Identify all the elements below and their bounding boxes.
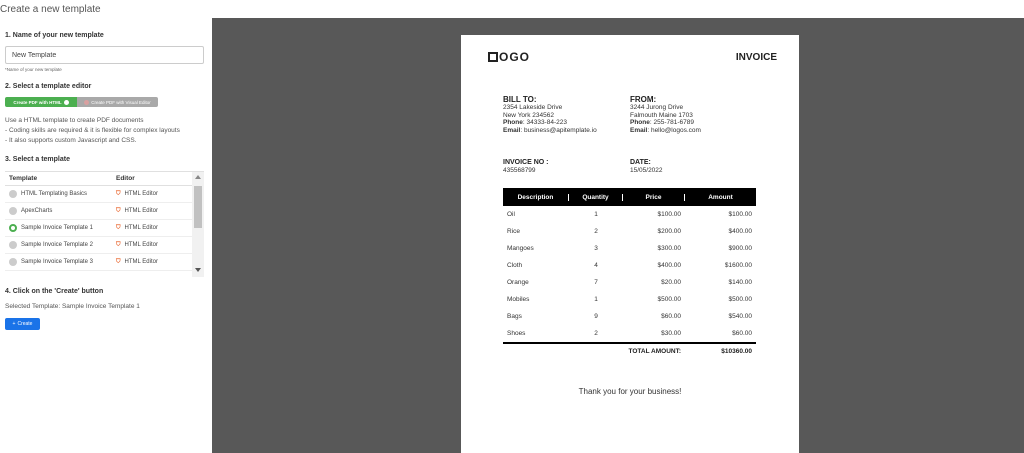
scroll-thumb[interactable] <box>194 186 202 228</box>
total-amount: $10360.00 <box>721 347 752 355</box>
thank-you-note: Thank you for your business! <box>578 387 682 396</box>
item-price: $100.00 <box>657 211 681 218</box>
logo-mark-icon <box>488 52 498 62</box>
step2-heading: 2. Select a template editor <box>5 83 92 90</box>
scroll-down-icon[interactable] <box>195 268 201 272</box>
date-block <box>630 158 663 175</box>
table-scrollbar[interactable] <box>192 172 204 277</box>
html-editor-option[interactable] <box>5 97 77 107</box>
create-button[interactable] <box>5 318 40 330</box>
toggle-knob-off-icon <box>84 100 89 105</box>
date-label: DATE: <box>630 159 651 166</box>
table-row[interactable] <box>5 254 204 271</box>
email-value: : hello@logos.com <box>647 126 701 134</box>
html5-icon: ⛉ <box>116 224 121 231</box>
item-description: Orange <box>507 279 529 286</box>
invoice-number: 435568799 <box>503 167 536 174</box>
item-description: Mobiles <box>507 296 530 303</box>
create-button-label: Create <box>17 321 33 327</box>
scroll-up-icon[interactable] <box>195 175 201 179</box>
column-quantity: Quantity <box>569 194 623 201</box>
item-description: Cloth <box>507 262 523 269</box>
bill-to-heading: BILL TO: <box>503 95 537 104</box>
step4-heading: 4. Click on the 'Create' button <box>5 288 104 295</box>
step3-heading: 3. Select a template <box>5 156 70 163</box>
from-block <box>630 95 701 134</box>
invoice-items-table <box>503 188 756 358</box>
item-quantity: 1 <box>594 211 598 218</box>
item-price: $400.00 <box>657 262 681 269</box>
editor-toggle[interactable] <box>5 97 158 107</box>
template-name-input[interactable] <box>5 46 204 64</box>
editor-name: HTML Editor <box>124 259 158 265</box>
from-heading: FROM: <box>630 95 657 104</box>
item-price: $60.00 <box>661 313 681 320</box>
invoice-date: 15/05/2022 <box>630 167 663 174</box>
template-table <box>5 171 204 277</box>
email-line <box>630 127 701 135</box>
address-line: Falmouth Maine 1703 <box>630 111 693 119</box>
plus-icon: + <box>12 321 16 327</box>
phone-label: Phone <box>630 119 650 126</box>
invoice-row <box>503 274 756 291</box>
item-quantity: 2 <box>594 330 598 337</box>
radio-button[interactable] <box>9 258 17 266</box>
item-description: Rice <box>507 228 521 235</box>
template-name: HTML Templating Basics <box>21 191 88 197</box>
item-quantity: 7 <box>594 279 598 286</box>
template-name: Sample Invoice Template 3 <box>21 259 93 265</box>
pdf-preview-area <box>212 18 1024 453</box>
html5-icon: ⛉ <box>116 190 121 197</box>
editor-name: HTML Editor <box>124 191 158 197</box>
item-price: $200.00 <box>657 228 681 235</box>
table-row[interactable] <box>5 220 204 237</box>
template-name: Sample Invoice Template 2 <box>21 242 93 248</box>
logo <box>488 50 530 64</box>
editor-name: HTML Editor <box>124 225 158 231</box>
description-line: - It also supports custom Javascript and CSS. <box>5 137 137 144</box>
address-line: 2354 Lakeside Drive <box>503 104 563 111</box>
description-line: - Coding skills are required & it is flexible for complex layouts <box>5 127 180 134</box>
invoice-row <box>503 223 756 240</box>
editor-name: HTML Editor <box>124 208 158 214</box>
radio-button-selected[interactable] <box>9 224 17 232</box>
item-amount: $60.00 <box>732 330 752 337</box>
phone-value: : 255-781-6789 <box>649 119 694 126</box>
item-quantity: 2 <box>594 228 598 235</box>
phone-line <box>503 119 597 127</box>
total-row <box>503 344 756 358</box>
phone-value: : 34333-84-223 <box>522 119 567 126</box>
column-amount: Amount <box>708 193 733 201</box>
column-header-editor: Editor <box>116 175 135 182</box>
email-line <box>503 127 597 135</box>
template-name-hint: *Name of your new template <box>5 67 62 72</box>
item-description: Shoes <box>507 330 526 337</box>
table-header <box>5 172 204 186</box>
address-line: 3244 Jurong Drive <box>630 104 684 111</box>
description-line: Use a HTML template to create PDF documents <box>5 117 144 124</box>
table-row[interactable] <box>5 203 204 220</box>
template-form-panel <box>0 0 212 453</box>
invoice-row <box>503 325 756 342</box>
radio-button[interactable] <box>9 207 17 215</box>
item-price: $30.00 <box>661 330 681 337</box>
invoice-page <box>461 35 799 453</box>
column-header-template: Template <box>9 175 38 182</box>
html5-icon: ⛉ <box>116 207 121 214</box>
item-amount: $500.00 <box>728 296 752 303</box>
invoice-row <box>503 291 756 308</box>
total-label: TOTAL AMOUNT: <box>628 347 681 355</box>
address-line: New York 234562 <box>503 111 554 119</box>
bill-to-block <box>503 95 597 134</box>
item-quantity: 1 <box>594 296 598 303</box>
table-row[interactable] <box>5 186 204 203</box>
selected-template-text: Selected Template: Sample Invoice Template 1 <box>5 303 140 310</box>
visual-editor-option-label: Create PDF with Visual Editor <box>91 99 151 105</box>
radio-button[interactable] <box>9 190 17 198</box>
item-description: Mangoes <box>507 245 534 252</box>
visual-editor-option[interactable] <box>77 97 158 107</box>
item-quantity: 3 <box>594 245 598 252</box>
column-description: Description <box>503 194 569 201</box>
step1-heading: 1. Name of your new template <box>5 32 104 39</box>
item-description: Bags <box>507 313 522 320</box>
item-price: $500.00 <box>657 296 681 303</box>
email-label: Email <box>503 126 521 134</box>
item-amount: $900.00 <box>728 245 752 252</box>
invoice-title: INVOICE <box>735 52 777 63</box>
column-price: Price <box>623 194 685 201</box>
item-description: Oil <box>507 211 515 218</box>
editor-description <box>5 116 180 146</box>
item-amount: $540.00 <box>728 313 752 320</box>
editor-name: HTML Editor <box>124 242 158 248</box>
page-title: Create a new template <box>0 4 101 15</box>
logo-text: OGO <box>499 50 531 64</box>
phone-label: Phone <box>503 119 523 126</box>
item-amount: $100.00 <box>728 211 752 218</box>
invoice-number-block <box>503 158 549 175</box>
item-quantity: 4 <box>594 262 598 269</box>
items-header <box>503 188 756 206</box>
toggle-knob-icon <box>64 100 69 105</box>
item-amount: $140.00 <box>728 279 752 286</box>
invoice-row <box>503 308 756 325</box>
invoice-row <box>503 257 756 274</box>
phone-line <box>630 119 701 127</box>
invoice-row <box>503 206 756 223</box>
email-value: : business@apitemplate.io <box>520 126 597 134</box>
item-quantity: 9 <box>594 313 598 320</box>
item-amount: $400.00 <box>728 228 752 235</box>
radio-button[interactable] <box>9 241 17 249</box>
item-amount: $1600.00 <box>724 262 752 269</box>
template-name: Sample Invoice Template 1 <box>21 225 93 231</box>
item-price: $20.00 <box>661 279 681 286</box>
template-name: ApexCharts <box>21 208 53 214</box>
item-price: $300.00 <box>657 245 681 252</box>
invoice-number-label: INVOICE NO : <box>503 159 549 166</box>
html5-icon: ⛉ <box>116 241 121 248</box>
invoice-row <box>503 240 756 257</box>
email-label: Email <box>630 126 648 134</box>
html-editor-option-label: Create PDF with HTML <box>13 99 62 105</box>
table-row[interactable] <box>5 237 204 254</box>
html5-icon: ⛉ <box>116 258 121 265</box>
